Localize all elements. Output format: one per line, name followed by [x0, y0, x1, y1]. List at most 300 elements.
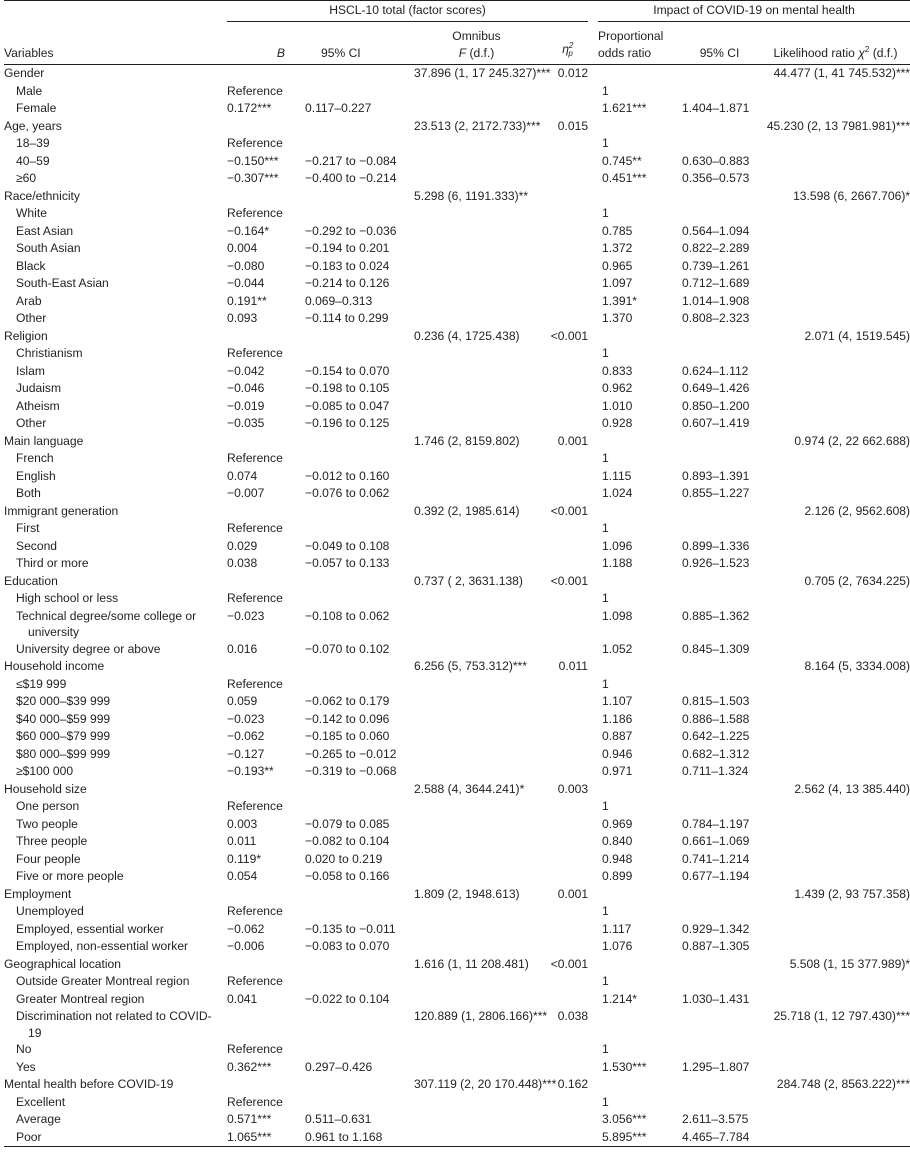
por-cell: 0.785 — [602, 223, 633, 238]
eta-cell — [547, 380, 588, 398]
por-header-line2: odds ratio — [598, 46, 652, 60]
variable-cell: Unemployed — [16, 904, 84, 918]
ci-cell: −0.049 to 0.108 — [305, 538, 390, 553]
ci2-cell — [678, 886, 761, 904]
ci2-cell: 0.630–0.883 — [682, 153, 750, 168]
omnibus-header-line1: Omnibus — [452, 29, 501, 43]
table-row — [4, 956, 910, 974]
gap-cell — [588, 746, 598, 764]
ci2-cell: 2.611–3.575 — [682, 1112, 749, 1126]
ci-cell — [297, 903, 406, 921]
ci2-cell: 0.850–1.200 — [682, 398, 750, 413]
table-row — [4, 240, 910, 258]
ci2-cell — [678, 450, 761, 468]
eta-cell: 0.015 — [557, 118, 589, 133]
ci-cell: 0.961 to 1.168 — [297, 1129, 406, 1147]
table-row — [4, 573, 910, 591]
omnibus-cell: 0.236 (4, 1725.438) — [414, 328, 520, 343]
eta-cell: <0.001 — [550, 956, 589, 971]
omnibus-cell — [406, 83, 547, 101]
b-cell — [227, 188, 297, 206]
lr-header-text: Likelihood ratio $\chi^2$ (d.f.) — [773, 44, 898, 60]
por-cell: 0.451*** — [602, 171, 647, 185]
ci2-cell: 1.014–1.908 — [682, 293, 750, 308]
gap-cell — [588, 205, 598, 223]
ci2-cell: 0.815–1.503 — [682, 694, 750, 708]
table-row — [4, 188, 910, 206]
gap-cell — [588, 798, 598, 816]
omnibus-cell — [406, 415, 547, 433]
eta-cell — [547, 798, 588, 816]
variable-cell: Immigrant generation — [4, 503, 119, 518]
ci-cell — [297, 676, 406, 694]
eta-cell — [547, 868, 588, 886]
table-row — [4, 363, 910, 381]
ci2-column-header: 95% CI — [678, 22, 761, 65]
lr-cell — [761, 170, 910, 188]
eta-cell — [547, 1059, 588, 1077]
omnibus-cell — [406, 538, 547, 556]
eta-cell — [547, 608, 588, 641]
gap-cell — [588, 728, 598, 746]
por-cell: 1.370 — [602, 311, 633, 325]
lr-cell — [761, 921, 910, 939]
eta-cell — [547, 676, 588, 694]
table-row — [4, 868, 910, 886]
table-row — [4, 555, 910, 573]
por-cell: 1.115 — [602, 468, 632, 483]
table-row — [4, 293, 910, 311]
table-row — [4, 921, 910, 939]
variable-cell: Technical degree/some college or university — [16, 608, 197, 639]
eta-cell: 0.001 — [557, 886, 589, 901]
ci-cell: −0.022 to 0.104 — [305, 991, 390, 1006]
omnibus-cell — [406, 310, 547, 328]
eta-cell — [547, 590, 588, 608]
gap-cell — [588, 573, 598, 591]
variable-cell: Atheism — [16, 398, 60, 413]
b-cell: 0.571*** — [227, 1112, 272, 1126]
omnibus-cell — [406, 608, 547, 641]
omnibus-cell — [406, 223, 547, 241]
variable-cell: Religion — [4, 328, 48, 343]
variable-cell: Age, years — [4, 118, 62, 133]
ci-cell — [297, 1076, 406, 1094]
variable-cell: ≥60 — [16, 171, 37, 185]
ci-cell — [297, 886, 406, 904]
ci2-cell — [678, 1076, 761, 1094]
lr-cell — [761, 520, 910, 538]
lr-cell — [761, 100, 910, 118]
gap-cell — [588, 886, 598, 904]
ci2-cell: 0.893–1.391 — [682, 468, 750, 483]
eta-cell — [547, 415, 588, 433]
por-cell: 1.188 — [602, 556, 633, 570]
lr-cell — [761, 816, 910, 834]
b-cell: Reference — [227, 206, 283, 220]
por-cell: 1.107 — [602, 694, 633, 708]
ci-cell: 0.297–0.426 — [305, 1059, 373, 1074]
regression-table-container — [4, 0, 910, 1164]
gap-cell — [588, 468, 598, 486]
b-cell: 0.003 — [227, 816, 258, 831]
por-cell: 1.214* — [602, 991, 638, 1006]
lr-cell — [761, 310, 910, 328]
eta-cell — [547, 728, 588, 746]
por-cell: 1.391* — [602, 293, 638, 308]
variable-cell: Main language — [4, 433, 84, 448]
por-cell: 0.948 — [602, 851, 633, 866]
lr-cell — [761, 676, 910, 694]
variable-cell: Other — [16, 311, 47, 325]
eta-cell — [547, 310, 588, 328]
b-cell — [227, 433, 297, 451]
eta-cell: 0.012 — [557, 66, 589, 80]
ci2-cell — [678, 118, 761, 136]
ci-cell: −0.085 to 0.047 — [305, 398, 390, 413]
variable-cell: Race/ethnicity — [4, 188, 80, 203]
eta-cell — [547, 223, 588, 241]
ci-cell — [297, 520, 406, 538]
por-cell: 0.899 — [602, 869, 633, 883]
table-row — [4, 170, 910, 188]
por-cell: 1 — [602, 1094, 609, 1109]
por-cell: 0.965 — [602, 258, 633, 273]
b-cell: Reference — [227, 904, 283, 918]
hscl-group-header: HSCL-10 total (factor scores) — [227, 1, 588, 22]
table-row — [4, 1129, 910, 1147]
omnibus-column-header — [406, 22, 547, 65]
ci-cell — [297, 781, 406, 799]
ci-cell: −0.217 to −0.084 — [305, 153, 397, 168]
eta-column-header — [547, 22, 588, 65]
b-cell — [227, 503, 297, 521]
regression-table — [4, 0, 910, 1147]
ci-cell: −0.214 to 0.126 — [305, 276, 390, 290]
ci-cell: −0.062 to 0.179 — [305, 694, 390, 708]
ci-cell — [297, 798, 406, 816]
ci-column-header: 95% CI — [297, 22, 406, 65]
b-cell: 0.059 — [227, 694, 258, 708]
eta-cell — [547, 1041, 588, 1059]
omnibus-cell — [406, 728, 547, 746]
ci2-cell — [678, 345, 761, 363]
omnibus-cell — [406, 693, 547, 711]
gap-cell — [588, 781, 598, 799]
lr-cell — [761, 693, 910, 711]
variable-cell: Household income — [4, 659, 105, 673]
variable-cell: Four people — [16, 851, 81, 866]
omnibus-cell: 1.616 (1, 11 208.481) — [414, 956, 529, 971]
variable-cell: $40 000–$59 999 — [16, 711, 111, 726]
por-cell: 1.096 — [602, 538, 633, 553]
por-cell: 1.052 — [602, 641, 633, 656]
eta-cell: 0.162 — [557, 1077, 589, 1091]
omnibus-cell: 120.889 (1, 2806.166)*** — [414, 1009, 548, 1023]
lr-cell: 284.748 (2, 8563.222)*** — [776, 1077, 910, 1091]
table-row — [4, 520, 910, 538]
variable-cell: Third or more — [16, 556, 89, 570]
por-cell: 1.530*** — [602, 1059, 647, 1074]
ci-cell: −0.183 to 0.024 — [305, 258, 390, 273]
ci2-cell — [678, 658, 761, 676]
ci-cell: −0.154 to 0.070 — [305, 363, 390, 378]
ci-cell: −0.196 to 0.125 — [305, 416, 390, 430]
table-row — [4, 258, 910, 276]
variable-cell: Outside Greater Montreal region — [16, 974, 190, 988]
gap-cell — [588, 590, 598, 608]
ci2-cell — [678, 956, 761, 974]
b-cell — [227, 956, 297, 974]
ci-cell: −0.400 to −0.214 — [305, 171, 397, 185]
ci2-cell: 0.899–1.336 — [682, 538, 750, 553]
eta-cell — [547, 903, 588, 921]
omnibus-cell — [406, 363, 547, 381]
por-cell: 1 — [602, 83, 609, 98]
eta-cell — [547, 485, 588, 503]
ci-cell: −0.083 to 0.070 — [305, 939, 390, 953]
b-cell: 1.065*** — [227, 1129, 297, 1147]
ci2-cell: 0.926–1.523 — [682, 556, 750, 570]
b-cell: −0.150*** — [227, 153, 279, 168]
b-cell: 0.172*** — [227, 101, 272, 115]
variable-cell: Mental health before COVID-19 — [4, 1077, 174, 1091]
por-cell: 1 — [602, 1042, 609, 1056]
eta-cell — [547, 991, 588, 1009]
table-row — [4, 468, 910, 486]
gap-cell — [588, 135, 598, 153]
ci2-cell — [678, 328, 761, 346]
gap-cell — [588, 1076, 598, 1094]
covid-group-header: Impact of COVID-19 on mental health — [598, 1, 910, 22]
omnibus-cell — [406, 868, 547, 886]
omnibus-cell — [406, 991, 547, 1009]
ci2-cell: 0.929–1.342 — [682, 921, 750, 936]
ci-cell — [297, 1008, 406, 1041]
por-cell: 1.098 — [602, 608, 633, 623]
eta-cell — [547, 468, 588, 486]
eta-cell — [547, 746, 588, 764]
table-row — [4, 676, 910, 694]
por-column-header — [598, 22, 678, 65]
ci-cell — [297, 573, 406, 591]
lr-cell — [761, 240, 910, 258]
variable-cell: Second — [16, 538, 58, 553]
por-cell — [598, 328, 678, 346]
gap-cell — [588, 903, 598, 921]
ci2-cell: 0.649–1.426 — [682, 381, 750, 395]
omnibus-cell — [406, 293, 547, 311]
b-cell: Reference — [227, 521, 283, 535]
variable-cell: White — [16, 206, 47, 220]
table-row — [4, 153, 910, 171]
variable-cell: Geographical location — [4, 956, 121, 971]
table-row — [4, 310, 910, 328]
por-cell: 1.024 — [602, 486, 633, 500]
por-cell: 0.887 — [602, 729, 633, 743]
por-cell: 5.895*** — [598, 1129, 678, 1147]
ci2-cell — [678, 1041, 761, 1059]
lr-column-header — [761, 22, 910, 65]
omnibus-cell: 6.256 (5, 753.312)*** — [414, 659, 527, 673]
omnibus-cell — [406, 485, 547, 503]
eta-cell: <0.001 — [550, 328, 589, 343]
gap-cell — [588, 693, 598, 711]
ci2-cell — [678, 433, 761, 451]
por-cell: 0.946 — [602, 746, 633, 761]
gap-cell — [588, 608, 598, 641]
ci-cell: −0.265 to −0.012 — [305, 746, 397, 761]
omnibus-cell — [406, 380, 547, 398]
lr-cell: 13.598 (6, 2667.706)* — [793, 188, 910, 203]
gap-cell — [588, 328, 598, 346]
variable-cell: Employment — [4, 886, 72, 901]
ci-cell: −0.082 to 0.104 — [305, 834, 390, 848]
eta-cell — [547, 135, 588, 153]
lr-cell — [761, 833, 910, 851]
table-row — [4, 991, 910, 1009]
table-row — [4, 118, 910, 136]
table-row — [4, 65, 910, 83]
eta-cell — [547, 345, 588, 363]
ci2-cell: 0.784–1.197 — [682, 816, 750, 831]
ci2-cell: 1.295–1.807 — [682, 1059, 750, 1074]
por-cell: 1.372 — [602, 241, 633, 255]
eta-cell — [547, 851, 588, 869]
eta-cell — [547, 763, 588, 781]
omnibus-cell — [406, 938, 547, 956]
variable-cell: 18–39 — [16, 136, 50, 150]
b-cell: −0.046 — [227, 381, 265, 395]
ci2-cell — [678, 1008, 761, 1041]
omnibus-cell: 37.896 (1, 17 245.327)*** — [414, 66, 551, 80]
table-row — [4, 728, 910, 746]
eta-cell: <0.001 — [550, 503, 589, 518]
gap-cell — [588, 956, 598, 974]
ci2-cell: 0.624–1.112 — [682, 363, 749, 378]
b-cell — [227, 1008, 297, 1041]
table-body — [4, 65, 910, 1147]
omnibus-header-line2: F (d.f.) — [458, 46, 495, 60]
b-cell: Reference — [227, 83, 283, 98]
por-cell: 1 — [602, 799, 609, 813]
eta-cell — [547, 188, 588, 206]
variable-cell: Islam — [16, 363, 45, 378]
por-cell: 1.621*** — [602, 101, 647, 115]
eta-cell — [547, 938, 588, 956]
omnibus-cell: 307.119 (2, 20 170.448)*** — [414, 1077, 557, 1091]
ci2-cell: 0.642–1.225 — [682, 729, 750, 743]
omnibus-cell — [406, 903, 547, 921]
lr-cell — [761, 1094, 910, 1112]
b-cell: Reference — [227, 136, 283, 150]
lr-cell: 45.230 (2, 13 7981.981)*** — [766, 118, 910, 133]
eta-cell — [547, 293, 588, 311]
ci-cell: −0.135 to −0.011 — [305, 921, 396, 936]
por-cell: 0.833 — [602, 363, 633, 378]
lr-cell: 0.974 (2, 22 662.688) — [794, 433, 910, 448]
por-cell: 1.117 — [602, 921, 632, 936]
table-row — [4, 746, 910, 764]
lr-cell — [761, 363, 910, 381]
por-cell — [598, 1008, 678, 1041]
gap-cell — [588, 450, 598, 468]
b-cell: −0.035 — [227, 416, 265, 430]
lr-cell — [761, 711, 910, 729]
gap-cell — [588, 398, 598, 416]
eta-cell — [547, 973, 588, 991]
omnibus-cell — [406, 555, 547, 573]
table-row — [4, 816, 910, 834]
lr-cell — [761, 468, 910, 486]
gap-cell — [588, 520, 598, 538]
ci2-cell — [678, 83, 761, 101]
ci-cell: 0.117–0.227 — [305, 101, 372, 115]
ci2-cell: 4.465–7.784 — [678, 1129, 761, 1147]
variable-cell: Judaism — [16, 381, 62, 395]
omnibus-cell: 23.513 (2, 2172.733)*** — [414, 118, 541, 133]
table-row — [4, 608, 910, 641]
eta-cell — [547, 275, 588, 293]
b-cell: 0.029 — [227, 538, 258, 553]
omnibus-cell — [406, 798, 547, 816]
omnibus-cell: 0.737 ( 2, 3631.138) — [414, 573, 523, 588]
por-cell: 0.745** — [602, 153, 642, 168]
lr-cell: 1.439 (2, 93 757.358) — [794, 886, 910, 901]
ci2-cell — [678, 65, 761, 83]
gap-cell — [588, 658, 598, 676]
gap-cell — [588, 555, 598, 573]
omnibus-cell — [406, 1041, 547, 1059]
header-spacer — [4, 1, 227, 22]
b-cell: −0.019 — [227, 398, 265, 413]
ci-cell — [297, 135, 406, 153]
ci2-cell: 0.712–1.689 — [682, 276, 750, 290]
gap-cell — [588, 763, 598, 781]
omnibus-cell — [406, 676, 547, 694]
variable-cell: East Asian — [16, 223, 74, 238]
ci-cell: −0.142 to 0.096 — [305, 711, 390, 726]
table-row — [4, 938, 910, 956]
eta-cell — [547, 398, 588, 416]
ci-cell: −0.070 to 0.102 — [305, 641, 390, 656]
ci2-cell: 0.739–1.261 — [682, 258, 750, 273]
lr-cell — [761, 938, 910, 956]
ci-cell: −0.076 to 0.062 — [305, 486, 390, 500]
b-cell: 0.054 — [227, 869, 258, 883]
gap-cell — [588, 676, 598, 694]
gap-cell — [588, 711, 598, 729]
ci-cell — [297, 450, 406, 468]
variable-cell: $60 000–$79 999 — [16, 729, 111, 743]
ci-cell — [297, 1094, 406, 1112]
lr-cell — [761, 868, 910, 886]
table-row — [4, 415, 910, 433]
b-cell — [227, 781, 297, 799]
ci2-cell: 0.885–1.362 — [682, 608, 750, 623]
omnibus-cell — [406, 816, 547, 834]
table-row — [4, 328, 910, 346]
ci-cell — [297, 973, 406, 991]
eta-cell: 0.001 — [557, 433, 589, 448]
gap-cell — [588, 363, 598, 381]
por-cell — [598, 65, 678, 83]
variable-cell: Both — [16, 486, 41, 500]
eta-cell — [547, 258, 588, 276]
b-cell — [227, 1076, 297, 1094]
gap-cell — [588, 380, 598, 398]
b-cell — [227, 573, 297, 591]
